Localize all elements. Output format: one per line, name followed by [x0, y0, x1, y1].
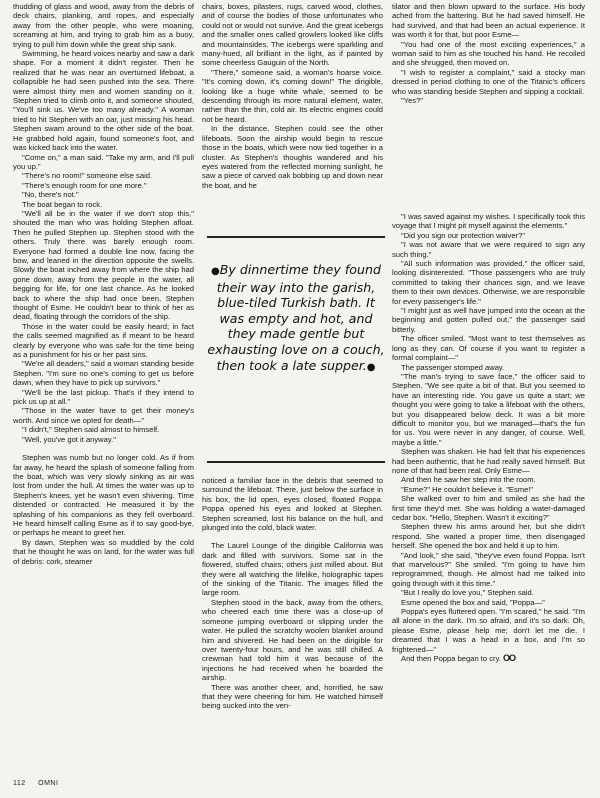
paragraph: "There's enough room for one more." — [22, 180, 147, 190]
paragraph: "The man's trying to save face," the officer said to Stephen. "We see quite a bit of that. But you seemed to have an interesting ride. You gave us quite a start; we thought you were going to take a lifeboat with the others, but you disappeared below deck. It was a bit more difficult to monitor you, but we managed—that's the fun for us. You were never in any danger, of course. Well, maybe a little." — [392, 371, 585, 447]
end-mark-icon: OO — [503, 653, 516, 664]
paragraph: "Yes?" — [401, 96, 424, 106]
paragraph: "We're all deaders," said a woman standing beside Stephen. "I'm sure no one's coming to get us before dawn, when they have to pick up survivors." — [13, 359, 194, 388]
paragraph: "No, there's not." — [22, 190, 79, 200]
paragraph: Stephen stood in the back, away from the others, who cheered each time there was a close-up of someone jumping overboard or slipping under the water. He pulled the scratchy woolen blanket around him and shivered. He had been on the dirigible for over twenty-four hours, and he was still chilled. A crewman had told him it was because of the injections he had received when he boarded the airship. — [202, 597, 383, 683]
paragraph: "And look," she said, "they've even found Poppa. Isn't that marvelous?" She smiled. "I'm going to have him reprogrammed, though. He almost had me talked into going through with it this time." — [392, 550, 585, 588]
paragraph: "Come on," a man said. "Take my arm, and I'll pull you up." — [13, 152, 194, 171]
paragraph: Poppa's eyes fluttered open. "I'm scared," he said. "I'm all alone in the dark. I'm so afraid, and it's so dark. Oh, please Esme, please help me; don't let me die. I dreamed that I was a head in a box, and I'm so frightened—" — [392, 607, 585, 654]
paragraph: The boat began to rock. — [22, 199, 103, 209]
paragraph: Those in the water could be easily heard; in fact the calls seemed magnified as if meant to be heard clearly by everyone who was safe for the time being as a punishment for his or her past sins. — [13, 321, 194, 360]
pull-quote-text: By dinnertime they found their way into the garish, blue-tiled Turkish bath. It was empty and hot, and they made gentle but exhausting love on a couch, then took a late supper. — [207, 262, 385, 373]
paragraph: By dawn, Stephen was so muddled by the cold that he thought he was on land, for the water was full of debris: cork, steamer — [13, 537, 194, 566]
pull-quote-top-rule — [207, 236, 385, 238]
paragraph: In the distance, Stephen could see the other lifeboats. Soon the airship would begin to rescue those in the boats, which were now tied together in a cluster. As Stephen's thoughts wandered and his eyes watered from the reflected morning sunlight, he saw a piece of carved oak bobbing up and down near the boat, and he — [202, 124, 383, 190]
paragraph: Stephen was shaken. He had felt that his experiences had been authentic, that he had really saved himself. But none of that had been real. Only Esme— — [392, 447, 585, 475]
bullet-icon: ● — [211, 266, 220, 277]
paragraph: There was another cheer, and, horrified, he saw that they were cheering for him. He watched himself being sucked into the ven- — [202, 682, 383, 711]
paragraph: "We'll all be in the water if we don't stop this," shouted the man who was holding Stephen afloat. Then he pulled Stephen up. Stephen stood with the others. Truly there was barely enough room. Everyone had formed a double line now, facing the bow, and leaned in the direction opposite the swells. Slowly the boat inched away from where the ship had gone down, away from the people in the water, all begging for life, for one last chance. As he looked back to where the ship had once been, Stephen thought of Esme. He couldn't bear to think of her as dead, floating through the corridors of the ship. — [13, 208, 194, 322]
text-column-3-top — [392, 2, 585, 209]
paragraph: "But I really do love you," Stephen said. — [401, 588, 534, 598]
pull-quote — [207, 262, 385, 375]
paragraph: "We'll be the last pickup. That's if they intend to pick us up at all." — [13, 387, 194, 407]
magazine-name: OMNI — [38, 780, 59, 787]
paragraph: "Did you sign our protection waiver?" — [401, 230, 525, 240]
paragraph: "I didn't," Stephen said almost to himself. — [22, 425, 160, 435]
text-column-3-bottom — [392, 212, 585, 780]
paragraph: chairs, boxes, pilasters, rugs, carved wood, clothes, and of course the bodies of those unfortunates who could not or would not survive. And the great icebergs and the smaller ones called growlers looked like cliffs and mountainsides. The icebergs were sparkling and many-hued, all brilliant in the light, as if painted by some cheerless Gauguin of the North. — [202, 2, 383, 68]
paragraph: Stephen threw his arms around her, but she didn't respond. She waited a proper time, then disengaged herself. She opened the box and held it up to him. — [392, 522, 585, 551]
paragraph: "Those in the water have to get their money's worth. And since we opted for death—" — [13, 406, 194, 425]
paragraph: "All such information was provided," the officer said, looking disinterested. "Those passengers who are truly committed to taking their chances sign, and we leave them to their own devices. Otherwise, we are responsible for every passenger's life." — [392, 259, 585, 306]
paragraph: The passenger stomped away. — [401, 362, 505, 372]
paragraph: "Esme?" He couldn't believe it. "Esme!" — [401, 484, 534, 494]
paragraph: Stephen was numb but no longer cold. As if from far away, he heard the splash of someone falling from the boat, which was very slowly sinking as air was lost from under the hull. At times the water was up to Stephen's knees, yet he wasn't even shivering. Time distended or contracted. He measured it by the splashing of his companions as they fell overboard. He heard himself calling Esme as if to say good-bye, or perhaps he meant to greet her. — [13, 453, 194, 538]
paragraph: tilator and then blown upward to the surface. His body ached from the battering. But he had saved himself. He had survived, and that had been an actual experience. It was worth it for that, but poor Esme— — [392, 2, 585, 40]
bullet-icon: ● — [366, 361, 376, 373]
paragraph: And then he saw her step into the room. — [401, 475, 536, 485]
final-line: And then Poppa began to cry. — [401, 654, 501, 664]
paragraph: "I was not aware that we were required to sign any such thing." — [392, 240, 585, 259]
paragraph: noticed a familiar face in the debris that seemed to surround the lifeboat. There, just below the surface in his box, the lid open, eyes closed, floated Poppa. Poppa opened his eyes and looked at Stephen. Stephen screamed, lost his balance on the hull, and plunged into the cold, black water. — [202, 476, 383, 533]
paragraph: "I was saved against my wishes. I specifically took this voyage that I might pit myself against the elements." — [392, 212, 585, 231]
paragraph — [392, 654, 585, 663]
paragraph: "There's no room!" someone else said. — [22, 171, 153, 181]
paragraph: "There," someone said, a woman's hoarse voice. "It's coming down, it's coming down!" The dirigible, looking like a huge white whale, seemed to be descending through its more natural element, water, rather than the thin, cold air. Its electric engines could not be heard. — [202, 67, 383, 124]
paragraph: She walked over to him and smiled as she had the first time they'd met. She was holding a water-damaged cedar box. "Hello, Stephen. Wasn't it exciting?" — [392, 494, 585, 522]
text-column-2-top — [202, 2, 383, 209]
page-number: 112 — [13, 780, 26, 787]
paragraph: "You had one of the most exciting experiences," a woman said to him as she touched his hand. He recoiled and she shrugged, then moved on. — [392, 39, 585, 68]
paragraph: The Laurel Lounge of the dirigible California was dark and filled with survivors. Some sat in the flowered, stuffed chairs; others just milled about. But they were all watching the lifelike, holographic tapes of the sinking of the Titanic. The images filled the large room. — [202, 541, 383, 598]
paragraph: "I might just as well have jumped into the ocean at the beginning and gotten pulled out," the passenger said bitterly. — [392, 306, 585, 334]
paragraph: Esme opened the box and said, "Poppa—" — [401, 597, 545, 607]
page-footer — [13, 780, 68, 787]
text-column-2-bottom — [202, 476, 383, 780]
paragraph: thudding of glass and wood, away from the debris of deck chairs, planking, and ropes, and especially away from the other people, who were moaning, screaming at him, and trying to grab him as a buoy, trying to pull him down while the great ship sank. — [13, 2, 194, 49]
paragraph: The officer smiled. "Most want to test themselves as long as they can. Of course if you want to register a formal complaint—" — [392, 334, 585, 363]
pull-quote-bottom-rule — [207, 461, 385, 463]
text-column-1 — [13, 2, 194, 774]
paragraph: Swimming, he heard voices nearby and saw a dark shape. For a moment it didn't register. Then he realized that he was near an overturned lifeboat, a collapsible he had seen pushed into the sea. There were almost thirty men and women standing on it. Stephen tried to climb onto it, and someone shouted, "You'll sink us. We've too many already." A woman tried to hit Stephen with an oar, just missing his head. Stephen swam around to the other side of the boat. He grabbed hold again, found someone's foot, and was kicked back into the water. — [13, 49, 194, 153]
paragraph: "I wish to register a complaint," said a stocky man dressed in period clothing to one of the Titanic's officers who was standing beside Stephen and sipping a cocktail. — [392, 67, 585, 96]
paragraph: "Well, you've got it anyway." — [22, 434, 116, 444]
